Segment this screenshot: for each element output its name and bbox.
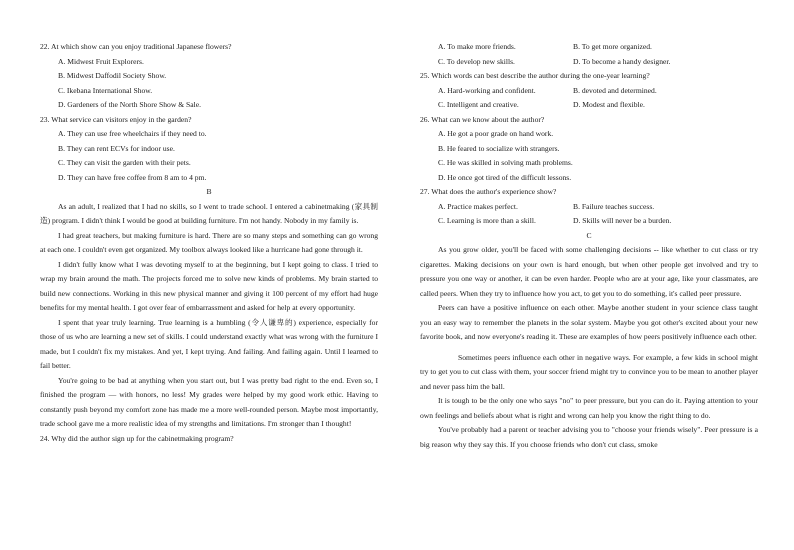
question-27-option-b: B. Failure teaches success. <box>573 201 655 211</box>
question-24-option-c: C. To develop new skills. <box>438 56 515 66</box>
question-26-stem: 26. What can we know about the author? <box>420 114 545 124</box>
left-column <box>40 40 378 446</box>
question-24-options-row-1 <box>420 40 758 55</box>
right-column <box>420 40 758 452</box>
question-23-option-c: C. They can visit the garden with their pets. <box>58 158 191 167</box>
section-c-heading: C <box>586 230 592 240</box>
question-23-option-b: B. They can rent ECVs for indoor use. <box>58 143 175 153</box>
passage-c-paragraph: As you grow older, you'll be faced with some challenging decisions -- like whether to cut class or try cigarettes. Making decisions on your own is hard enough, but when other people get involved and try to pressure you one way or another, it can be even harder. People who are at your age, like your classmates, are called peers. When they try to influence how you act, to get you to do something, it's called peer pressure. <box>420 245 758 298</box>
question-22-option-a: A. Midwest Fruit Explorers. <box>58 56 144 66</box>
question-25-option-d: D. Modest and flexible. <box>573 100 645 109</box>
passage-c-paragraph: You've probably had a parent or teacher advising you to "choose your friends wisely". Peer pressure is a big reason why they say this. If you choose friends who don't cut class, smoke <box>420 425 758 449</box>
question-25-option-a: A. Hard-working and confident. <box>438 85 536 95</box>
question-27-option-a: A. Practice makes perfect. <box>438 201 518 211</box>
question-22-stem: 22. At which show can you enjoy traditional Japanese flowers? <box>40 42 232 51</box>
question-23-stem: 23. What service can visitors enjoy in the garden? <box>40 114 192 124</box>
question-27-options-row-2 <box>420 214 758 229</box>
question-25-options-row-2 <box>420 98 758 113</box>
passage-b-paragraph: As an adult, I realized that I had no skills, so I went to trade school. I entered a cabinetmaking (家具制造) program. I didn't think I would be good at building furniture. I'm not handy. Nobody in my family is. <box>40 201 378 225</box>
question-24-stem: 24. Why did the author sign up for the cabinetmaking program? <box>40 433 234 443</box>
question-26-option-a: A. He got a poor grade on hand work. <box>438 129 554 138</box>
question-24-option-d: D. To become a handy designer. <box>573 56 671 66</box>
question-26-option-d: D. He once got tired of the difficult lessons. <box>438 172 572 182</box>
passage-b-paragraph: I didn't fully know what I was devoting myself to at the beginning, but I kept going to class. I tried to wrap my brain around the math. The projects forced me to solve new kinds of problems. My brain started to build new connections. Working in this new physical manner and giving it 100 percent of my effort had huge benefits for my mental health. I got over fear of embarrassment and asked for help at every opportunity. <box>40 259 378 312</box>
passage-b-paragraph: I spent that year truly learning. True learning is a humbling (令人谦卑的) experience, especially for those of us who are learning a new set of skills. I could understand exactly what was wrong with the furniture I made, but I couldn't fix my mistakes. And yet, I kept trying. And failing. And failing again. Until I learned to fail better. <box>40 317 378 370</box>
question-25-option-c: C. Intelligent and creative. <box>438 100 519 109</box>
question-25-option-b: B. devoted and determined. <box>573 85 657 95</box>
question-23-option-a: A. They can use free wheelchairs if they need to. <box>58 129 207 138</box>
question-27-option-d: D. Skills will never be a burden. <box>573 216 672 225</box>
passage-c-paragraph: Peers can have a positive influence on each other. Maybe another student in your science class taught you an easy way to remember the planets in the solar system. Maybe you got other's excited about your new favorite book, and now everyone's reading it. These are examples of how peers positively influence each other. <box>420 303 758 341</box>
question-25-stem: 25. Which words can best describe the author during the one-year learning? <box>420 71 650 80</box>
passage-b-paragraph: I had great teachers, but making furniture is hard. There are so many steps and something can go wrong at each one. I couldn't even get organized. My toolbox always looked like a hurricane had gone through it. <box>40 230 378 254</box>
passage-c-paragraph: Sometimes peers influence each other in negative ways. For example, a few kids in school might try to get you to cut class with them, your soccer friend might try to convince you to be mean to another player and never pass him the ball. <box>420 352 758 391</box>
passage-b-paragraph: You're going to be bad at anything when you start out, but I was pretty bad right to the end. Even so, I finished the program — with honors, no less! My grades were helped by my good work ethic. Having to constantly push beyond my comfort zone has made me a more well-rounded person. Maybe most importantly, trade school gave me a more realistic idea of my strengths and limitations. I'm stronger than I thought! <box>40 375 378 428</box>
question-24-option-a: A. To make more friends. <box>438 42 516 51</box>
question-24-option-b: B. To get more organized. <box>573 42 652 51</box>
question-26-option-c: C. He was skilled in solving math problems. <box>438 158 573 167</box>
question-22-option-b: B. Midwest Daffodil Society Show. <box>58 71 167 80</box>
passage-c-paragraph: It is tough to be the only one who says "no" to peer pressure, but you can do it. Paying attention to your own feelings and beliefs about what is right and wrong can help you know the right thing to do. <box>420 396 758 420</box>
question-27-option-c: C. Learning is more than a skill. <box>438 216 536 225</box>
question-25-options-row-1 <box>420 84 758 99</box>
question-27-options-row-1 <box>420 200 758 215</box>
question-22-option-c: C. Ikebana International Show. <box>58 85 153 95</box>
question-26-option-b: B. He feared to socialize with strangers. <box>438 143 560 153</box>
question-24-options-row-2 <box>420 55 758 70</box>
question-23-option-d: D. They can have free coffee from 8 am to 4 pm. <box>58 172 207 182</box>
section-b-heading: B <box>206 187 212 196</box>
question-27-stem: 27. What does the author's experience show? <box>420 187 557 196</box>
question-22-option-d: D. Gardeners of the North Shore Show & Sale. <box>58 100 201 109</box>
